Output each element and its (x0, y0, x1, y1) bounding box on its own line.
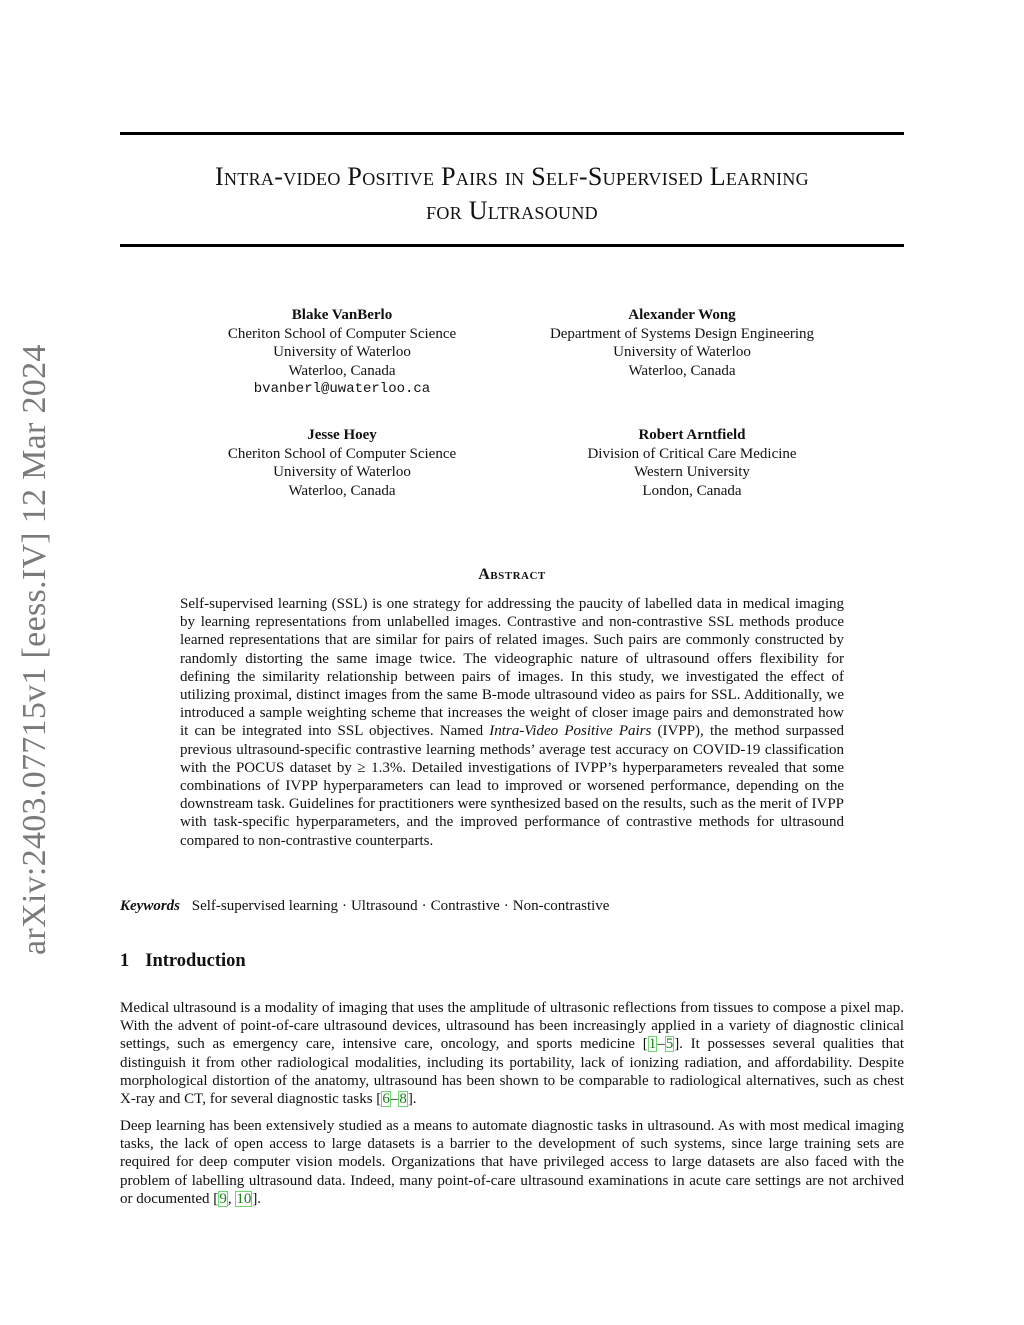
citation-link[interactable]: 6 (382, 1091, 390, 1108)
keyword-separator: · (503, 898, 509, 914)
citation-separator: , (227, 1190, 236, 1207)
author-name: Blake VanBerlo (291, 307, 393, 323)
citation-link[interactable]: 10 (236, 1190, 252, 1207)
abstract-text-part: (IVPP), the method surpassed previous ultrasound-specific contrastive learning methods’ average test accuracy on COVID-19 classification with the POCUS dataset by (180, 723, 844, 776)
abstract-text (180, 595, 844, 850)
keywords-line (120, 897, 904, 915)
paragraph-text: ]. (407, 1091, 417, 1108)
arxiv-identifier[interactable]: arXiv:2403.07715v1 [eess.IV] 12 Mar 2024 (16, 344, 53, 955)
abstract-text-part: Self-supervised learning (SSL) is one strategy for addressing the paucity of labelled data in medical imaging by learning representations from unlabelled images. Contrastive and non-contrastive SSL methods produce learned representations that are similar for pairs of related images. Such pairs are commonly constructed by randomly distorting the same image twice. The videographic nature of ultrasound offers flexibility for defining the similarity relationship between pairs of images. In this study, we investigated the effect of utilizing proximal, distinct images from the same B-mode ultrasound video as pairs for SSL. Additionally, we introduced a sample weighting scheme that increases the weight of closer image pairs and demonstrated how it can be integrated into SSL objectives. Named (180, 596, 844, 740)
keyword: Self-supervised learning (191, 898, 338, 914)
paragraph-text: ]. It possesses several qualities that distinguish it from other radiological modalities, including its portability, lack of ionizing radiation, and affordability. Despite morphological distortion of the anatomy, ultrasound has been shown to be comparable to radiological alternatives, such as chest X-ray and CT, for several diagnostic tasks [ (120, 1036, 904, 1108)
author-name: Jesse Hoey (307, 427, 377, 443)
paragraph-text: Deep learning has been extensively studied as a means to automate diagnostic tasks in ultrasound. As with most medical imaging tasks, the lack of open access to large datasets is a barrier to the development of such systems, since large training sets are required for deep computer vision models. Organizations that have privileged access to large datasets are also faced with the problem of labelling ultrasound data. Indeed, many point-of-care ultrasound examinations in acute care settings are not archived or documented [ (120, 1118, 904, 1207)
author-affiliation: Cheriton School of Computer Science (227, 445, 457, 462)
intro-paragraph-2 (120, 1117, 904, 1208)
abstract-heading: Abstract (478, 566, 546, 583)
paragraph-text: Medical ultrasound is a modality of imaging that uses the amplitude of ultrasonic reflections from tissues to compose a pixel map. With the advent of point-of-care ultrasound devices, ultrasound has been increasingly applied in a variety of diagnostic clinical settings, such as emergency care, intensive care, oncology, and sports medicine [ (120, 1000, 904, 1053)
keyword: Contrastive (430, 898, 500, 914)
citation-link[interactable]: 5 (665, 1036, 674, 1053)
author-affiliation: Division of Critical Care Medicine (587, 445, 797, 462)
paragraph-text: ]. (252, 1190, 262, 1207)
section-heading-introduction (120, 951, 246, 972)
keyword: Non-contrastive (512, 898, 610, 914)
author-affiliation: Department of Systems Design Engineering (549, 325, 815, 342)
keyword: Ultrasound (350, 898, 418, 914)
paper-title (120, 160, 904, 228)
title-line-2: for Ultrasound (426, 196, 598, 225)
intro-paragraph-1 (120, 999, 904, 1108)
author-affiliation: Cheriton School of Computer Science (227, 325, 457, 342)
title-line-1: Intra-video Positive Pairs in Self-Supervised Learning (215, 162, 809, 191)
citation-link[interactable]: 9 (219, 1190, 227, 1207)
keywords-label: Keywords (120, 898, 180, 914)
author-institution: University of Waterloo (273, 344, 411, 360)
author-card (172, 306, 512, 399)
author-card (172, 426, 512, 500)
author-card (512, 306, 852, 380)
author-name: Alexander Wong (628, 307, 736, 323)
keyword-separator: · (341, 898, 347, 914)
author-institution: University of Waterloo (273, 464, 411, 480)
section-title: Introduction (145, 951, 246, 971)
author-location: Waterloo, Canada (288, 482, 396, 499)
author-card (522, 426, 862, 500)
author-institution: University of Waterloo (613, 344, 751, 360)
section-number: 1 (120, 951, 130, 971)
author-email[interactable]: bvanberl@uwaterloo.ca (253, 381, 431, 397)
citation-dash: – (390, 1091, 399, 1108)
method-name: Intra-Video Positive Pairs (489, 723, 652, 740)
title-rule-top (120, 132, 904, 135)
abstract-text-part: . Detailed investigations of IVPP’s hyperparameters revealed that some combinations of IVPP hyperparameters can lead to improved or worsened performance, depending on the downstream task. Guidelines for practitioners were synthesized based on the results, such as the merit of IVPP with task-specific hyperparameters, and the improved performance of contrastive methods for ultrasound compared to non-contrastive counterparts. (180, 759, 845, 849)
keyword-separator: · (421, 898, 427, 914)
citation-link[interactable]: 1 (648, 1036, 657, 1053)
citation-dash: – (657, 1036, 665, 1053)
title-rule-bottom (120, 244, 904, 247)
author-location: Waterloo, Canada (288, 362, 396, 379)
author-location: Waterloo, Canada (628, 362, 736, 379)
author-name: Robert Arntfield (638, 427, 746, 443)
accuracy-threshold: ≥ 1.3% (357, 759, 403, 776)
author-institution: Western University (634, 464, 750, 480)
author-location: London, Canada (642, 482, 742, 499)
citation-link[interactable]: 8 (399, 1091, 407, 1108)
